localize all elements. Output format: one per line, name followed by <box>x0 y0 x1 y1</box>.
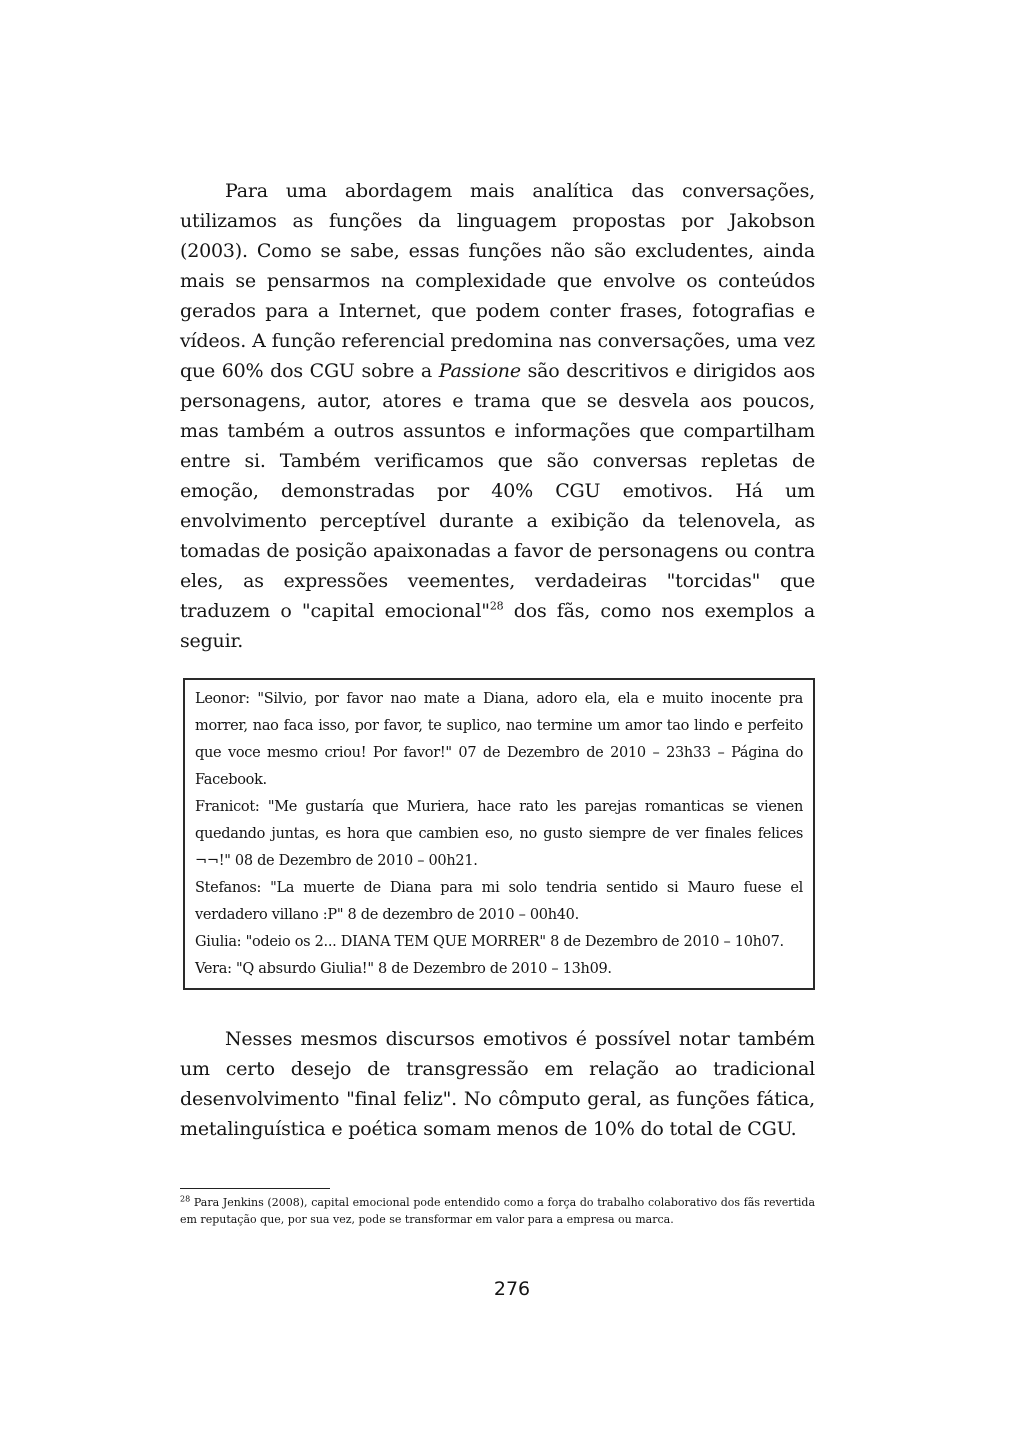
footnote-divider <box>180 1188 330 1189</box>
page-number: 276 <box>493 1278 531 1300</box>
paragraph-1-text-end: dos fãs, como nos exemplos a seguir. <box>180 600 815 652</box>
footnote-number: 28 <box>180 1194 191 1204</box>
body-paragraph-2: Nesses mesmos discursos emotivos é possível notar também um certo desejo de transgressão em relação ao tradicional desenvolvimento "final feliz". No cômputo geral, as funções fática, metalinguística e poética somam menos de 10% do total de CGU. <box>180 1028 815 1140</box>
footnote-reference[interactable]: 28 <box>489 599 504 613</box>
quote-stefanos: Stefanos: "La muerte de Diana para mi solo tendria sentido si Mauro fuese el verdadero villano :P" 8 de dezembro de 2010 – 00h40. <box>195 880 803 923</box>
quote-giulia: Giulia: "odeio os 2... DIANA TEM QUE MORRER" 8 de Dezembro de 2010 – 10h07. <box>195 934 784 950</box>
telenovela-title: Passione <box>438 360 521 382</box>
quote-vera: Vera: "Q absurdo Giulia!" 8 de Dezembro de 2010 – 13h09. <box>195 961 612 977</box>
footnote-text: Para Jenkins (2008), capital emocional pode entendido como a força do trabalho colaborativo dos fãs revertida em reputação que, por sua vez, pode se transformar em valor para a empresa ou marca. <box>180 1196 815 1226</box>
quote-franicot: Franicot: "Me gustaría que Muriera, hace rato les parejas romanticas se vienen quedando juntas, es hora que cambien eso, no gusto siempre de ver finales felices ¬¬!" 08 de Dezembro de 2010 – 00h21. <box>195 799 803 869</box>
paragraph-1-text-middle: são descritivos e dirigidos aos personagens, autor, atores e trama que se desvela aos poucos, mas também a outros assuntos e informações que compartilham entre si. Também verificamos que são conversas repletas de emoção, demonstradas por 40% CGU emotivos. Há um envolvimento perceptível durante a exibição da telenovela, as tomadas de posição apaixonadas a favor de personagens ou contra eles, as expressões veementes, verdadeiras "torcidas" que traduzem o "capital emocional" <box>180 360 815 622</box>
paragraph-1-text-start: Para uma abordagem mais analítica das conversações, utilizamos as funções da linguagem propostas por Jakobson (2003). Como se sabe, essas funções não são excludentes, ainda mais se pensarmos na complexidade que envolve os conteúdos gerados para a Internet, que podem conter frases, fotografias e vídeos. A função referencial predomina nas conversações, uma vez que 60% dos CGU sobre a <box>180 180 815 382</box>
quotes-box <box>183 678 815 990</box>
quote-leonor: Leonor: "Silvio, por favor nao mate a Diana, adoro ela, ela e muito inocente pra morrer, nao faca isso, por favor, te suplico, nao termine um amor tao lindo e perfeito que voce mesmo criou! Por favor!" 07 de Dezembro de 2010 – 23h33 – Página do Facebook. <box>195 691 803 788</box>
footnote <box>180 1194 815 1228</box>
page-content <box>180 176 815 1144</box>
body-paragraph-1 <box>180 176 815 656</box>
